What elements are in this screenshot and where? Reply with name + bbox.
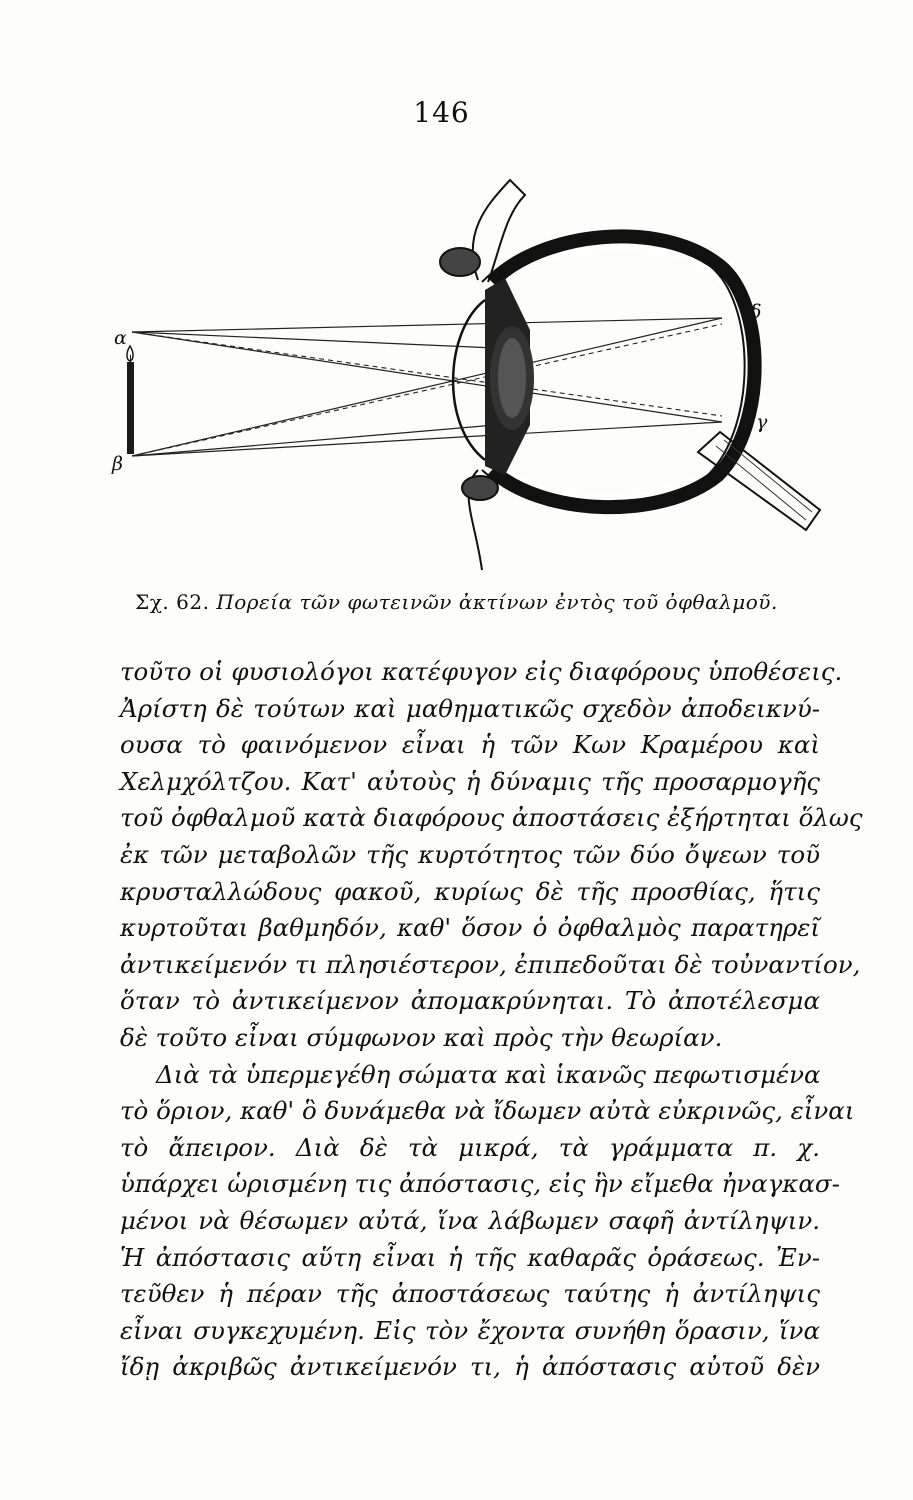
text-line: ἀντικείμενόν τι πλησιέστερον, ἐπιπεδοῦται δὲ τοὐναντίον,	[120, 949, 861, 979]
text-line: τοῦτο οἱ φυσιολόγοι κατέφυγον εἰς διαφόρους ὑποθέσεις.	[120, 657, 843, 686]
text-line: Χελμχόλτζου. Κατ' αὐτοὺς ἡ δύναμις τῆς προσαρμογῆς	[120, 766, 820, 796]
text-line: Ἀρίστη δὲ τούτων καὶ μαθηματικῶς σχεδὸν ἀποδεικνύ-	[120, 693, 820, 723]
text-line: τοῦ ὀφθαλμοῦ κατὰ διαφόρους ἀποστάσεις ἐξήρτηται ὅλως	[120, 803, 863, 833]
text-line: ἴδῃ ἀκριβῶς ἀντικείμενόν τι, ἡ ἀπόστασις αὐτοῦ δὲν	[120, 1352, 820, 1382]
eye-diagram-figure	[100, 170, 840, 590]
text-line: μένοι νὰ θέσωμεν αὐτά, ἵνα λάβωμεν σαφῆ ἀντίληψιν.	[120, 1205, 820, 1235]
label-gamma: γ	[756, 411, 768, 433]
caption-text: Πορεία τῶν φωτεινῶν ἀκτίνων ἐντὸς τοῦ ὀφθαλμοῦ.	[216, 590, 778, 614]
label-alpha: α	[114, 327, 127, 349]
figure-caption	[0, 590, 913, 614]
text-line: δὲ τοῦτο εἶναι σύμφωνον καὶ πρὸς τὴν θεωρίαν.	[120, 1022, 723, 1052]
body-text	[120, 654, 863, 1386]
text-line: ὑπάρχει ὡρισμένη τις ἀπόστασις, εἰς ἣν εἴμεθα ἠναγκασ-	[120, 1169, 840, 1199]
text-line: τὸ ὅριον, καθ' ὃ δυνάμεθα νὰ ἴδωμεν αὐτὰ εὐκρινῶς, εἶναι	[120, 1096, 855, 1126]
text-line: Διὰ τὰ ὑπερμεγέθη σώματα καὶ ἱκανῶς πεφωτισμένα	[156, 1059, 821, 1089]
eyeball	[453, 236, 755, 507]
text-line: Ἡ ἀπόστασις αὕτη εἶναι ἡ τῆς καθαρᾶς ὁράσεως. Ἐν-	[120, 1242, 820, 1272]
caption-prefix: Σχ. 62.	[135, 590, 210, 614]
text-line: ὅταν τὸ ἀντικείμενον ἀπομακρύνηται. Τὸ ἀποτέλεσμα	[120, 986, 820, 1016]
dashed-rays	[132, 324, 722, 456]
text-line: εἶναι συγκεχυμένη. Εἰς τὸν ἔχοντα συνήθη ὅρασιν, ἵνα	[120, 1315, 820, 1345]
candle-object	[127, 346, 134, 454]
light-rays	[132, 318, 722, 456]
text-line: κυρτοῦται βαθμηδόν, καθ' ὅσον ὁ ὀφθαλμὸς παρατηρεῖ	[120, 913, 820, 943]
label-delta: δ	[750, 301, 762, 323]
label-beta: β	[112, 453, 123, 475]
text-line: ἐκ τῶν μεταβολῶν τῆς κυρτότητος τῶν δύο ὄψεων τοῦ	[120, 839, 820, 869]
text-line: τεῦθεν ἡ πέραν τῆς ἀποστάσεως ταύτης ἡ ἀντίληψις	[120, 1279, 820, 1309]
page-number: 146	[413, 96, 470, 129]
eye-diagram	[100, 170, 840, 590]
text-line: ουσα τὸ φαινόμενον εἶναι ἡ τῶν Κων Κραμέρου καὶ	[120, 730, 820, 760]
text-line: τὸ ἄπειρον. Διὰ δὲ τὰ μικρά, τὰ γράμματα π. χ.	[120, 1132, 820, 1162]
text-line: κρυσταλλώδους φακοῦ, κυρίως δὲ τῆς προσθίας, ἥτις	[120, 876, 820, 906]
